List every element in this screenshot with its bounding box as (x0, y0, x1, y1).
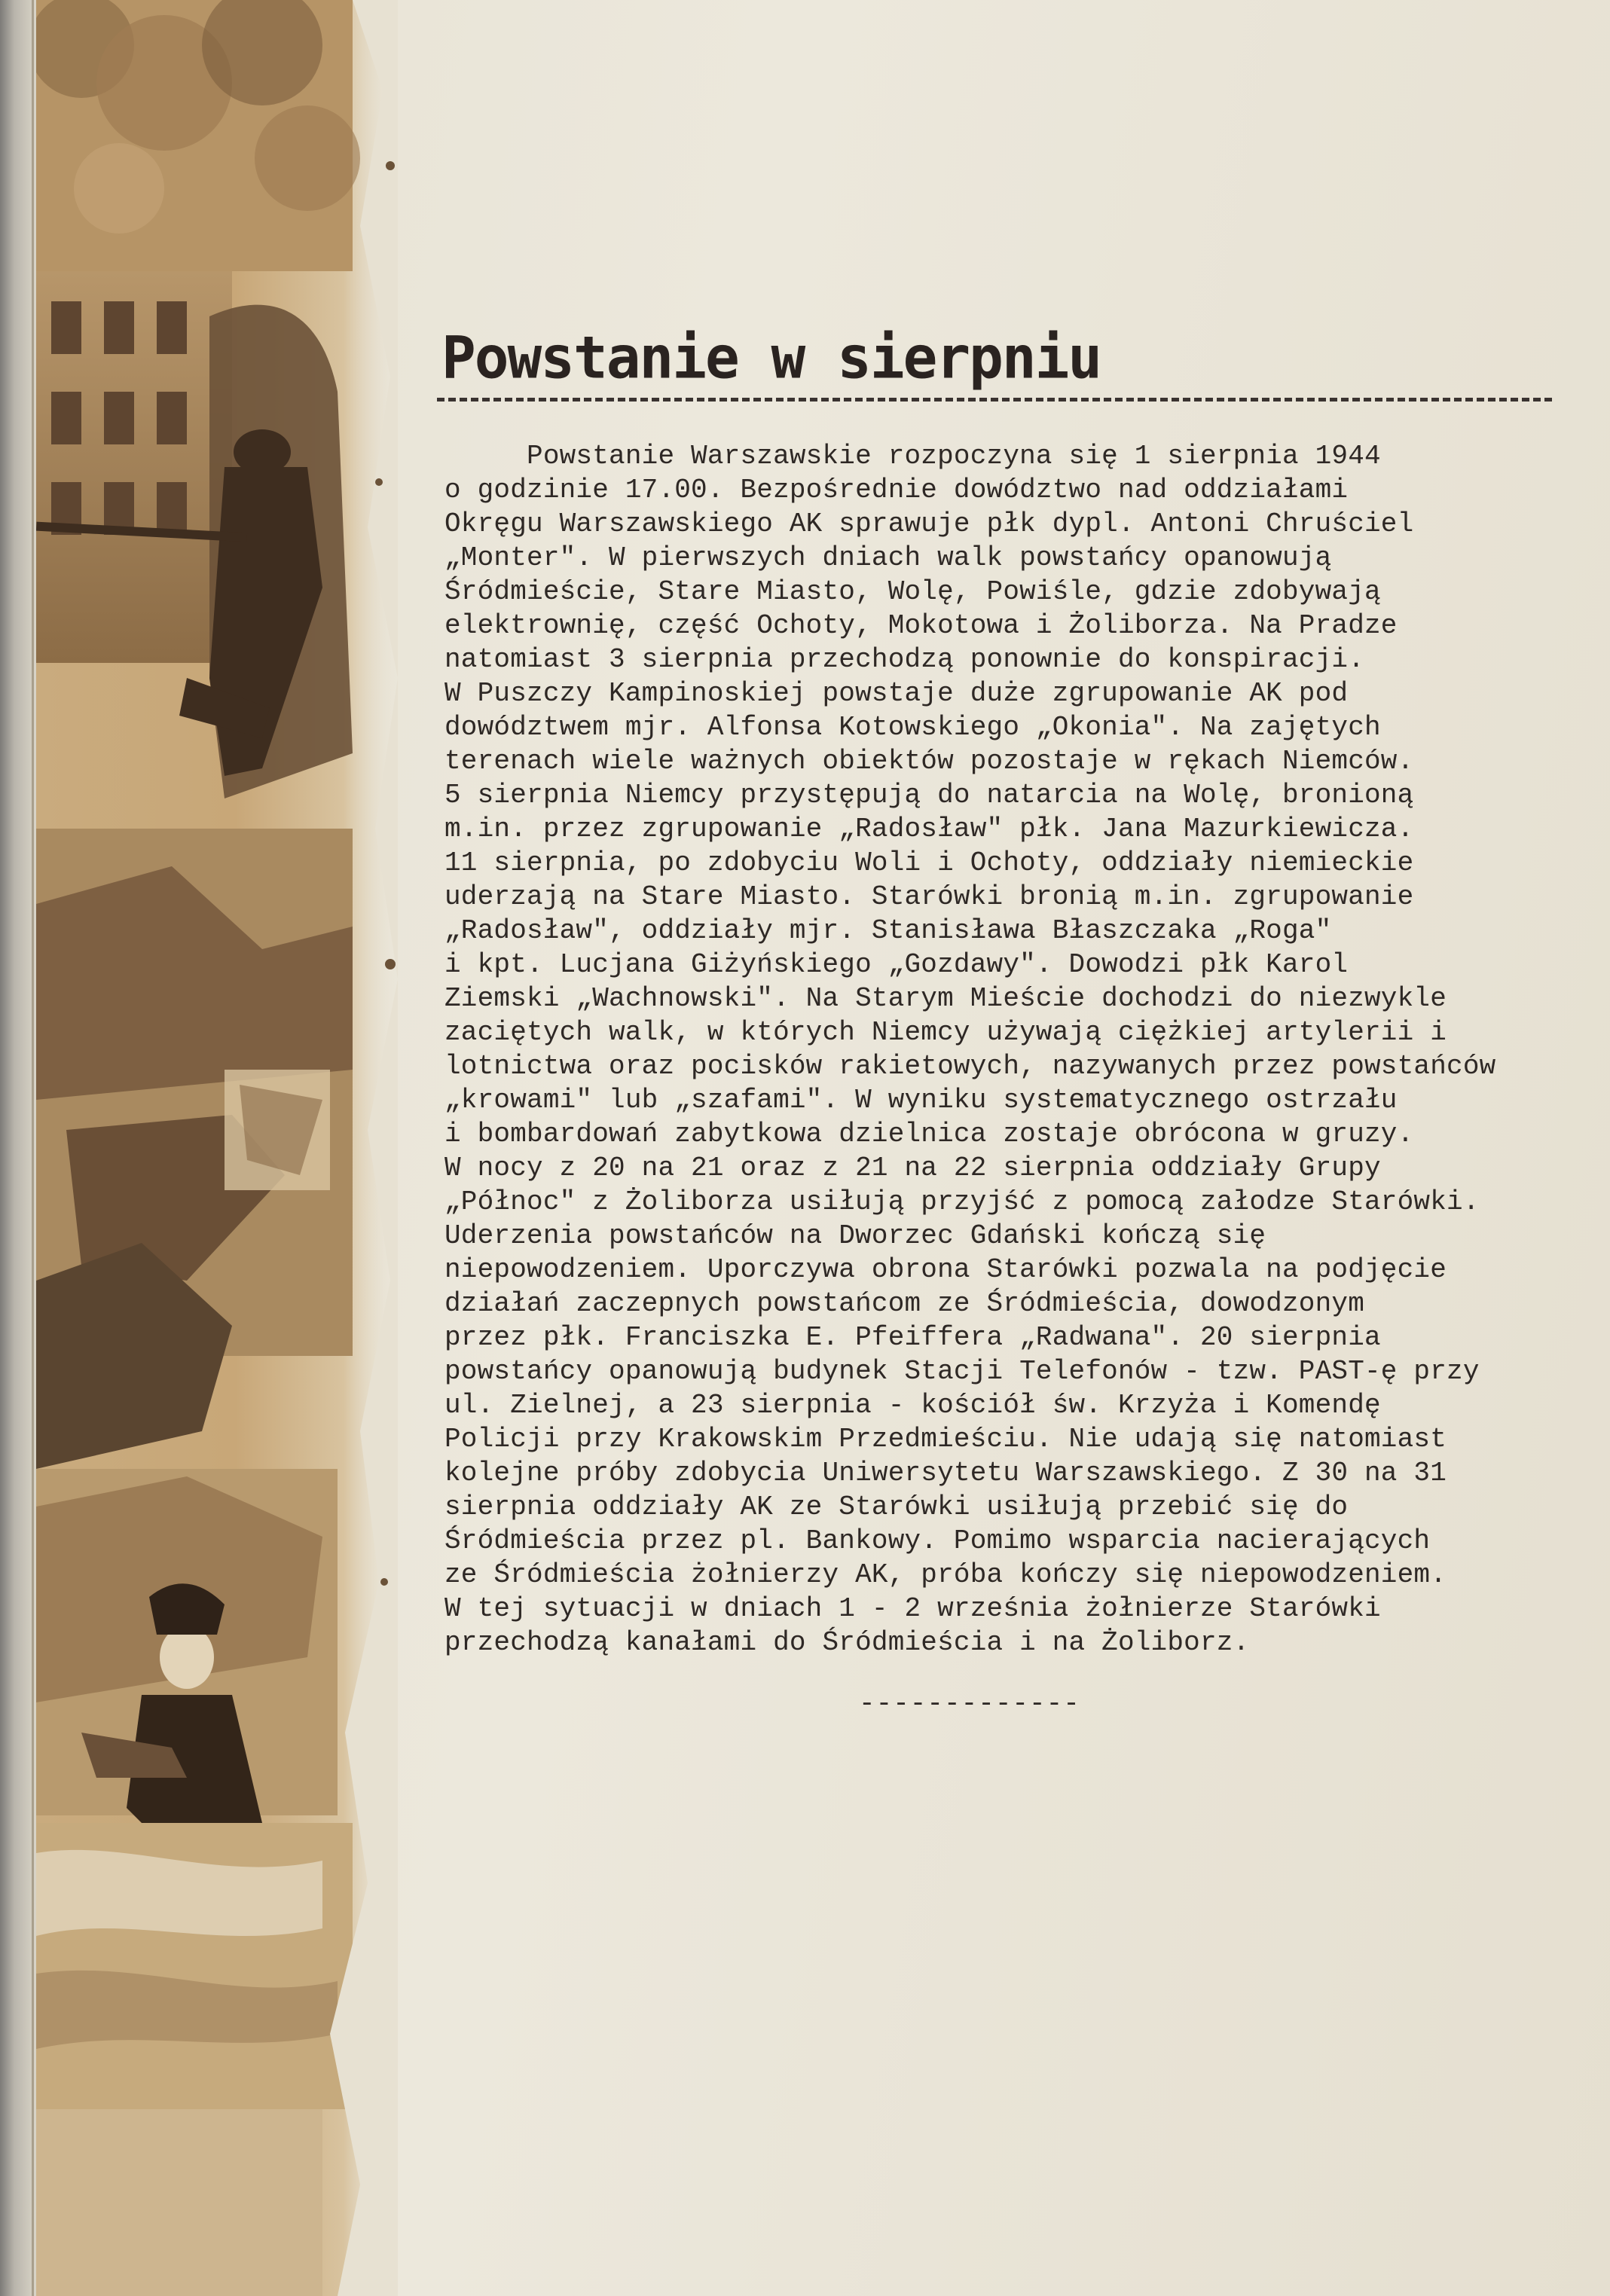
article (437, 324, 1567, 1719)
civilian-scene (36, 1469, 338, 1853)
text-line: i bombardowań zabytkowa dzielnica zostaje obrócona w gruzy. (445, 1119, 1414, 1150)
text-line: powstańcy opanowują budynek Stacji Telefonów - tzw. PAST-ę przy (445, 1356, 1480, 1387)
text-line: działań zaczepnych powstańcom ze Śródmieścia, dowodzonym (445, 1288, 1364, 1319)
text-line: o godzinie 17.00. Bezpośrednie dowództwo nad oddziałami (445, 475, 1349, 505)
text-line: Okręgu Warszawskiego AK sprawuje płk dypl. Antoni Chruściel (445, 508, 1414, 539)
text-line: i kpt. Lucjana Giżyńskiego „Gozdawy". Dowodzi płk Karol (445, 949, 1349, 980)
text-line: „krowami" lub „szafami". W wyniku systematycznego ostrzału (445, 1085, 1398, 1116)
foliage-scene (36, 0, 360, 271)
text-line: 11 sierpnia, po zdobyciu Woli i Ochoty, oddziały niemieckie (445, 847, 1414, 878)
end-divider: ------------- (859, 1688, 1080, 1719)
page-title: Powstanie w sierpniu (441, 323, 1101, 392)
text-line: m.in. przez zgrupowanie „Radosław" płk. Jana Mazurkiewicza. (445, 814, 1414, 844)
text-line: W nocy z 20 na 21 oraz z 21 na 22 sierpnia oddziały Grupy (445, 1153, 1381, 1183)
text-line: natomiast 3 sierpnia przechodzą ponownie do konspiracji. (445, 644, 1364, 675)
photo-collage-graphic (36, 0, 413, 2296)
text-line: lotnictwa oraz pocisków rakietowych, nazywanych przez powstańców (445, 1051, 1496, 1082)
text-line: kolejne próby zdobycia Uniwersytetu Warszawskiego. Z 30 na 31 (445, 1458, 1447, 1488)
text-line: „Północ" z Żoliborza usiłują przyjść z pomocą załodze Starówki. (445, 1186, 1480, 1217)
text-line: W Puszczy Kampinoskiej powstaje duże zgrupowanie AK pod (445, 678, 1349, 709)
text-line: sierpnia oddziały AK ze Starówki usiłują przebić się do (445, 1491, 1349, 1522)
text-line: dowództwem mjr. Alfonsa Kotowskiego „Okonia". Na zajętych (445, 712, 1381, 743)
text-line: 5 sierpnia Niemcy przystępują do natarcia na Wolę, bronioną (445, 780, 1414, 811)
title-underline (437, 398, 1552, 401)
text-line: „Radosław", oddziały mjr. Stanisława Błaszczaka „Roga" (445, 915, 1332, 946)
text-line: Uderzenia powstańców na Dworzec Gdański kończą się (445, 1220, 1266, 1251)
text-line: Śródmieście, Stare Miasto, Wolę, Powiśle, gdzie zdobywają (445, 576, 1381, 607)
binding-edge (0, 0, 36, 2296)
text-line: „Monter". W pierwszych dniach walk powstańcy opanowują (445, 542, 1332, 573)
text-line: Policji przy Krakowskim Przedmieściu. Nie udają się natomiast (445, 1424, 1447, 1455)
text-line: elektrownię, część Ochoty, Mokotowa i Żoliborza. Na Pradze (445, 610, 1398, 641)
sepia-photo-collage (36, 0, 413, 2296)
building-scene (36, 271, 232, 663)
text-line: ul. Zielnej, a 23 sierpnia - kościół św. Krzyża i Komendę (445, 1390, 1381, 1421)
text-line: W tej sytuacji w dniach 1 - 2 września żołnierze Starówki (445, 1593, 1381, 1624)
binding-line (32, 0, 34, 2296)
text-line: terenach wiele ważnych obiektów pozostaje w rękach Niemców. (445, 746, 1414, 777)
article-body (445, 439, 1567, 1659)
text-line: ze Śródmieścia żołnierzy AK, próba kończy się niepowodzeniem. (445, 1559, 1447, 1590)
text-line: przez płk. Franciszka E. Pfeiffera „Radwana". 20 sierpnia (445, 1322, 1381, 1353)
text-line: uderzają na Stare Miasto. Starówki bronią m.in. zgrupowanie (445, 881, 1414, 912)
text-line: Ziemski „Wachnowski". Na Starym Mieście dochodzi do niezwykle (445, 983, 1447, 1014)
water-scene (36, 1823, 353, 2296)
text-line: niepowodzeniem. Uporczywa obrona Starówki pozwala na podjęcie (445, 1254, 1447, 1285)
text-line: zaciętych walk, w których Niemcy używają ciężkiej artylerii i (445, 1017, 1447, 1048)
text-line: przechodzą kanałami do Śródmieścia i na Żoliborz. (445, 1627, 1250, 1658)
text-line: Śródmieścia przez pl. Bankowy. Pomimo wsparcia nacierających (445, 1525, 1431, 1556)
text-line: Powstanie Warszawskie rozpoczyna się 1 sierpnia 1944 (445, 441, 1381, 472)
